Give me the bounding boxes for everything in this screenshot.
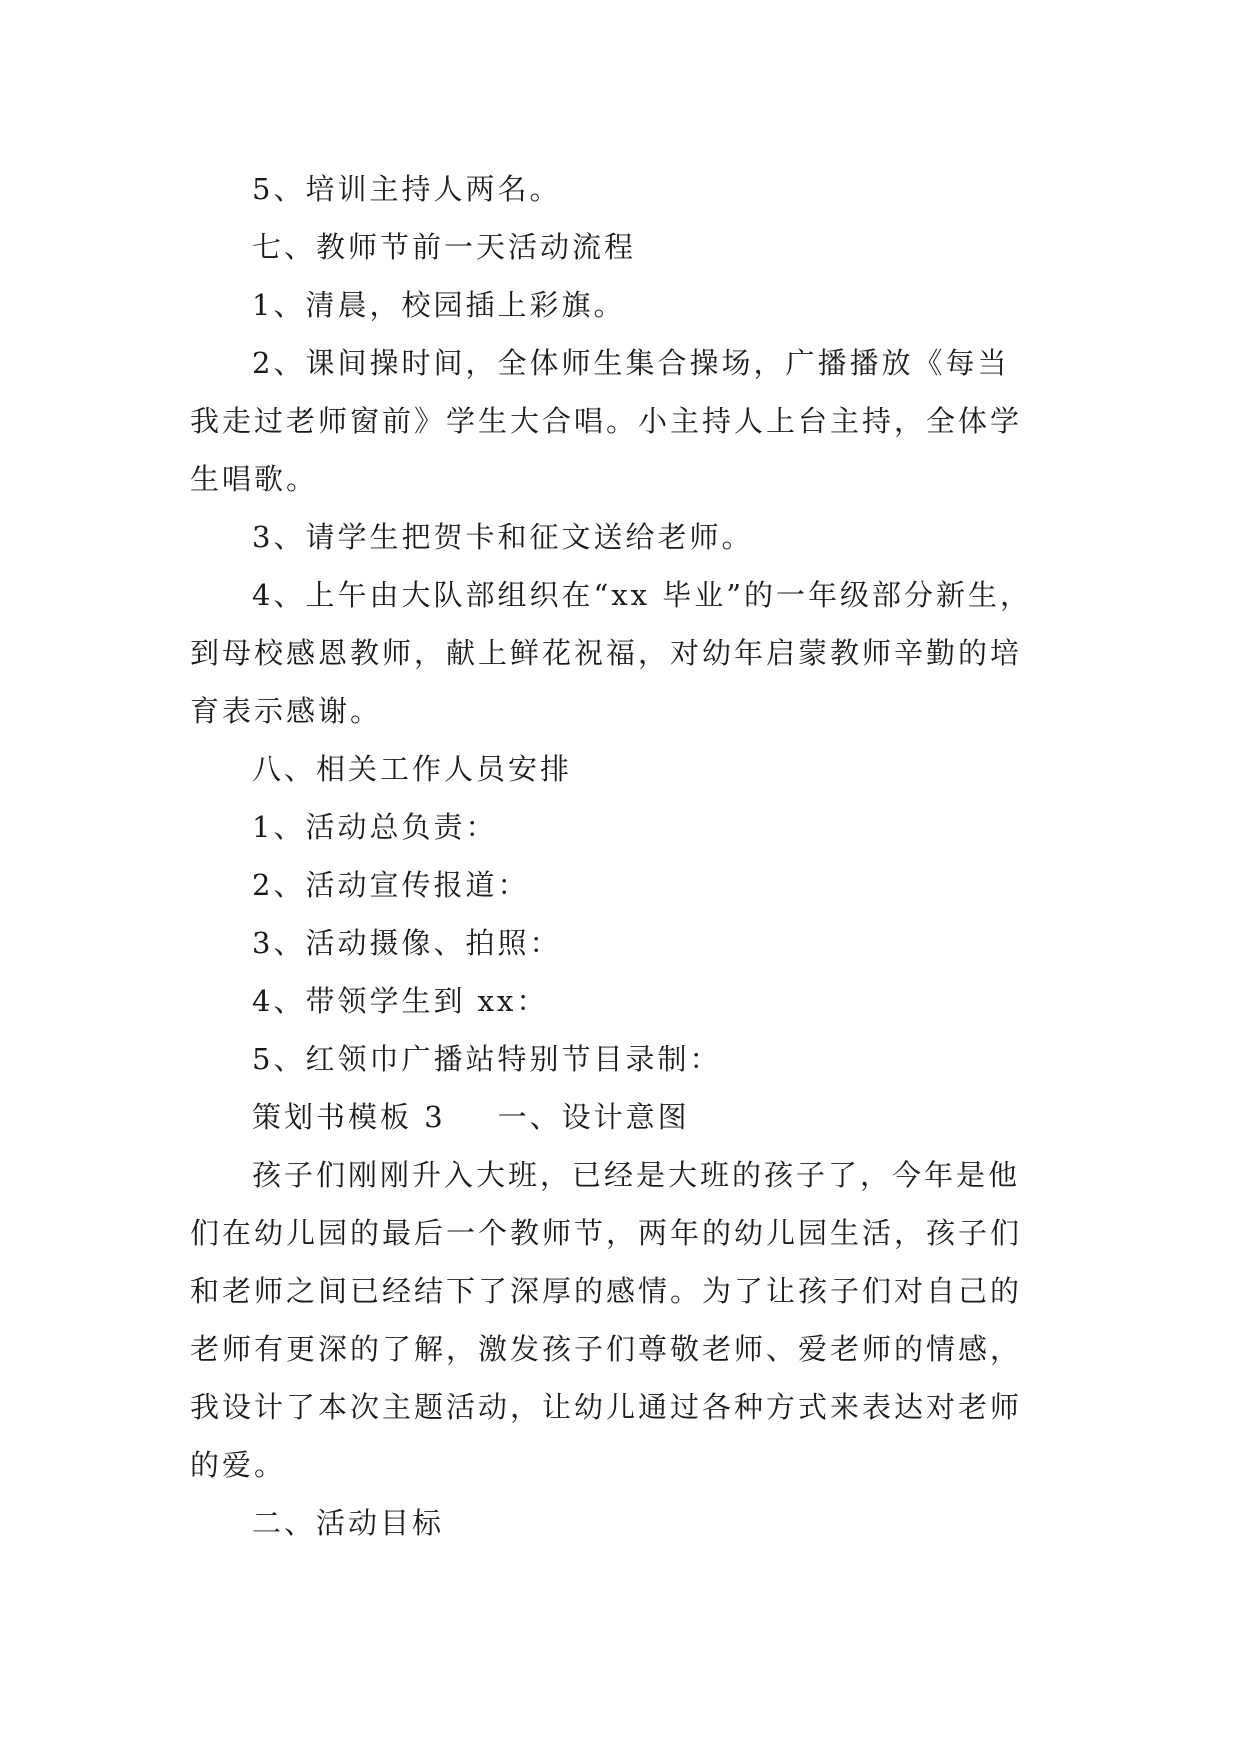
paragraph-assembly (190, 334, 1050, 508)
paragraph-line: 老师有更深的了解，激发孩子们尊敬老师、爱老师的情感， (190, 1332, 1023, 1366)
paragraph-line: 生唱歌。 (190, 462, 319, 496)
list-item-flags: 1、清晨，校园插上彩旗。 (252, 288, 626, 322)
document-body (190, 160, 1050, 1552)
paragraph-line: 我设计了本次主题活动，让幼儿通过各种方式来表达对老师 (190, 1390, 1023, 1424)
section-heading-design-intent: 一、设计意图 (497, 1100, 690, 1134)
template-heading (190, 1088, 1050, 1146)
section-heading-staff: 八、相关工作人员安排 (252, 752, 573, 786)
paragraph-line: 2、课间操时间，全体师生集合操场，广播播放《每当 (252, 346, 1010, 380)
list-item-host-training: 5、培训主持人两名。 (252, 172, 562, 206)
paragraph-graduates-visit (190, 566, 1050, 740)
paragraph-design-intent (190, 1146, 1050, 1494)
paragraph-line: 育表示感谢。 (190, 694, 383, 728)
section-heading-goals: 二、活动目标 (252, 1506, 445, 1540)
paragraph-line: 我走过老师窗前》学生大合唱。小主持人上台主持，全体学 (190, 404, 1023, 438)
paragraph-line: 们在幼儿园的最后一个教师节，两年的幼儿园生活，孩子们 (190, 1216, 1023, 1250)
paragraph-line: 4、上午由大队部组织在“xx 毕业”的一年级部分新生， (252, 578, 1033, 612)
paragraph-line: 和老师之间已经结下了深厚的感情。为了让孩子们对自己的 (190, 1274, 1023, 1308)
list-item-cards: 3、请学生把贺卡和征文送给老师。 (252, 520, 754, 554)
list-item-staff: 4、带领学生到 xx： (252, 984, 549, 1018)
paragraph-line: 到母校感恩教师，献上鲜花祝福，对幼年启蒙教师辛勤的培 (190, 636, 1023, 670)
paragraph-line: 孩子们刚刚升入大班，已经是大班的孩子了，今年是他 (252, 1158, 1021, 1192)
list-item-staff: 2、活动宣传报道： (252, 868, 530, 902)
list-item-staff: 3、活动摄像、拍照： (252, 926, 562, 960)
list-item-staff: 5、红领巾广播站特别节目录制： (252, 1042, 722, 1076)
section-heading-day-before-flow: 七、教师节前一天活动流程 (252, 230, 637, 264)
template-title: 策划书模板 3 (252, 1100, 446, 1134)
list-item-staff: 1、活动总负责： (252, 810, 498, 844)
paragraph-line: 的爱。 (190, 1448, 287, 1482)
